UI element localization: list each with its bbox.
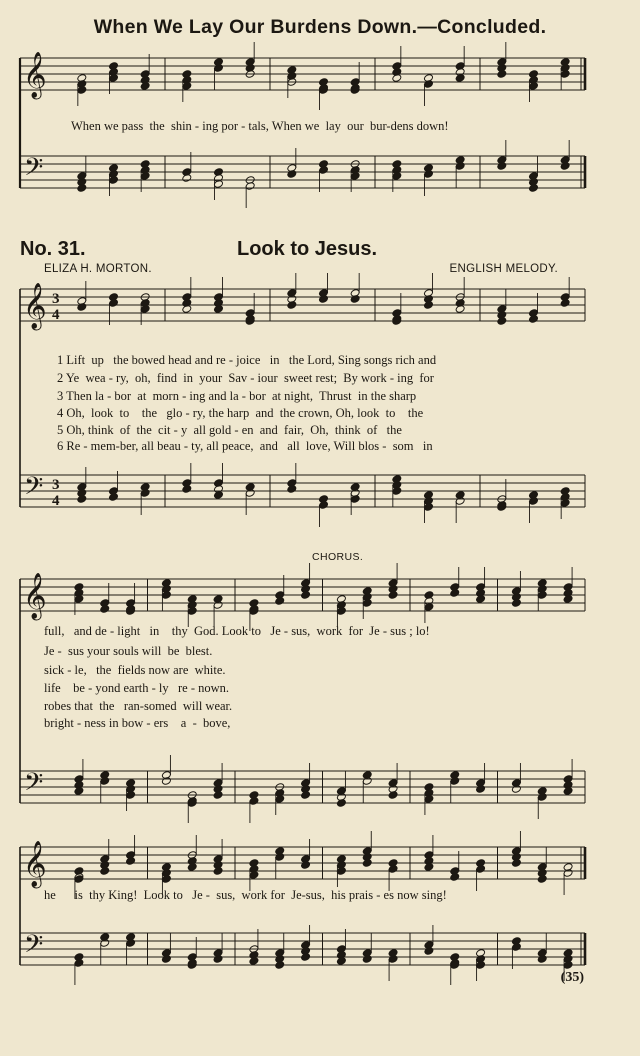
svg-text:𝄞: 𝄞	[23, 841, 47, 887]
page-header-title: When We Lay Our Burdens Down.—Concluded.	[93, 16, 547, 38]
verse-line-5: 5 Oh, think of the cit - y all gold - en and fair, Oh, think of the	[57, 423, 402, 437]
svg-text:𝄞: 𝄞	[23, 52, 47, 98]
chorus-label: CHORUS.	[312, 551, 364, 563]
page-number: (35)	[560, 970, 584, 985]
verse-line-1: 1 Lift up the bowed head and re - joice in the Lord, Sing songs rich and	[57, 353, 437, 367]
verse-line-3: 3 Then la - bor at morn - ing and la - bor at night, Thrust in the sharp	[57, 389, 417, 403]
svg-text:4: 4	[52, 493, 60, 509]
svg-text:𝄢: 𝄢	[24, 930, 44, 965]
verse-line-6: 6 Re - mem-ber, all beau - ty, all peace, and all love, Will blos - som in	[57, 439, 433, 453]
second-line-6: bright - ness in bow - ers a - bove,	[44, 716, 231, 730]
verse-line-2: 2 Ye wea - ry, oh, find in your Sav - iour sweet rest; By work - ing for	[57, 371, 434, 385]
verse-line-4: 4 Oh, look to the glo - ry, the harp and the crown, Oh, look to the	[57, 406, 424, 420]
second-line-2: Je - sus your souls will be blest.	[44, 644, 213, 658]
second-line-1: full, and de - light in thy God. Look to Je - sus, work for Je - sus ; lo!	[44, 624, 430, 638]
hymn-composer: ENGLISH MELODY.	[449, 263, 558, 275]
svg-text:𝄢: 𝄢	[24, 153, 44, 188]
second-line-3: sick - le, the fields now are white.	[44, 663, 226, 677]
svg-text:3: 3	[52, 477, 60, 493]
svg-text:𝄢: 𝄢	[24, 768, 44, 803]
svg-text:4: 4	[52, 307, 60, 323]
hymn-number: No. 31.	[20, 238, 86, 260]
second-line-5: robes that the ran-somed will wear.	[44, 699, 233, 713]
second-line-4: life be - yond earth - ly re - nown.	[44, 681, 230, 695]
svg-text:𝄞: 𝄞	[23, 573, 47, 619]
svg-text:𝄢: 𝄢	[24, 472, 44, 507]
concluded-lyric-line: When we pass the shin - ing por - tals, When we lay our bur-dens down!	[71, 119, 449, 133]
hymn-author: ELIZA H. MORTON.	[44, 263, 152, 275]
hymn-title: Look to Jesus.	[237, 238, 378, 260]
svg-text:𝄞: 𝄞	[23, 283, 47, 329]
svg-text:3: 3	[52, 291, 60, 307]
final-lyric-line: he is thy King! Look to Je - sus, work for Je-sus, his prais - es now sing!	[44, 888, 447, 902]
